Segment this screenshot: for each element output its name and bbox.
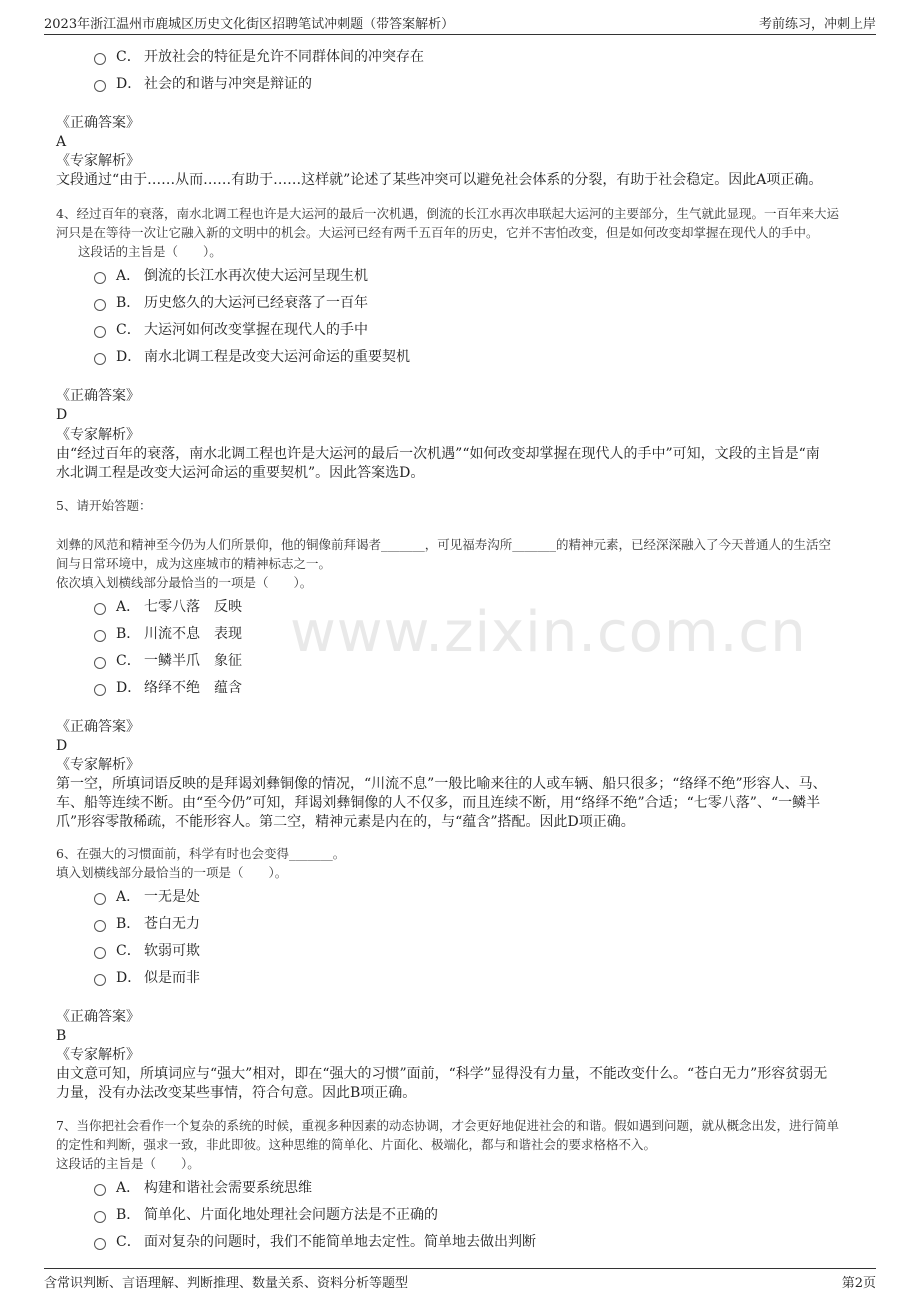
q6-analysis-line2: 力量，没有办法改变某些事情，符合句意。因此B项正确。 xyxy=(56,1085,417,1101)
q5-analysis-line1: 第一空，所填词语反映的是拜谒刘彝铜像的情况，“川流不息”一般比喻来往的人或车辆、船只很多；“络绎不绝”形容人、马、 xyxy=(56,776,827,792)
q3-analysis: 文段通过“由于……从而……有助于……这样就”论述了某些冲突可以避免社会体系的分裂，有助于社会稳定。因此A项正确。 xyxy=(56,172,823,188)
q5-option-b[interactable]: B． 川流不息 表现 xyxy=(94,623,242,643)
q6-stem-line2: 填入划横线部分最恰当的一项是（ ）。 xyxy=(56,865,288,880)
radio-icon[interactable] xyxy=(94,947,106,959)
q3-answer-label: 《正确答案》 xyxy=(56,115,140,131)
header-title: 2023年浙江温州市鹿城区历史文化街区招聘笔试冲刺题（带答案解析） xyxy=(44,16,455,32)
radio-icon[interactable] xyxy=(94,603,106,615)
radio-icon[interactable] xyxy=(94,684,106,696)
q7-stem-line3: 这段话的主旨是（ ）。 xyxy=(56,1156,200,1171)
q5-answer-label: 《正确答案》 xyxy=(56,719,140,735)
radio-icon[interactable] xyxy=(94,299,106,311)
q7-option-c[interactable]: C． 面对复杂的问题时，我们不能简单地去定性。简单地去做出判断 xyxy=(94,1231,536,1251)
q4-stem-line1: 4、经过百年的衰落，南水北调工程也许是大运河的最后一次机遇，倒流的长江水再次串联起大运河的主要部分，生气就此显现。一百年来大运 xyxy=(56,206,839,221)
footer-note: 含常识判断、言语理解、判断推理、数量关系、资料分析等题型 xyxy=(44,1275,409,1291)
q7-option-a[interactable]: A． 构建和谐社会需要系统思维 xyxy=(94,1177,312,1197)
q5-stem-line2: 间与日常环境中，成为这座城市的精神标志之一。 xyxy=(56,556,332,571)
q6-answer-label: 《正确答案》 xyxy=(56,1009,140,1025)
q6-answer: B xyxy=(56,1028,67,1044)
radio-icon[interactable] xyxy=(94,920,106,932)
radio-icon[interactable] xyxy=(94,1184,106,1196)
q4-answer-label: 《正确答案》 xyxy=(56,388,140,404)
radio-icon[interactable] xyxy=(94,1238,106,1250)
q3-option-c[interactable]: C． 开放社会的特征是允许不同群体间的冲突存在 xyxy=(94,46,424,66)
q5-option-a[interactable]: A． 七零八落 反映 xyxy=(94,596,242,616)
q3-answer: A xyxy=(56,134,67,150)
q6-option-c[interactable]: C． 软弱可欺 xyxy=(94,940,200,960)
q4-option-c[interactable]: C． 大运河如何改变掌握在现代人的手中 xyxy=(94,319,368,339)
radio-icon[interactable] xyxy=(94,893,106,905)
q6-option-b[interactable]: B． 苍白无力 xyxy=(94,913,200,933)
q4-stem-line3: 这段话的主旨是（ ）。 xyxy=(78,244,222,259)
q5-analysis-label: 《专家解析》 xyxy=(56,757,140,773)
q4-option-d[interactable]: D． 南水北调工程是改变大运河命运的重要契机 xyxy=(94,346,410,366)
radio-icon[interactable] xyxy=(94,630,106,642)
q6-stem-line1: 6、在强大的习惯面前，科学有时也会变得_______。 xyxy=(56,846,346,861)
q6-analysis-line1: 由文意可知，所填词应与“强大”相对，即在“强大的习惯”面前，“科学”显得没有力量，不能改变什么。“苍白无力”形容贫弱无 xyxy=(56,1066,828,1082)
q5-intro: 5、请开始答题： xyxy=(56,498,152,513)
q4-option-b[interactable]: B． 历史悠久的大运河已经衰落了一百年 xyxy=(94,292,368,312)
q4-analysis-line1: 由“经过百年的衰落，南水北调工程也许是大运河的最后一次机遇”“如何改变却掌握在现代人的手中”可知，文段的主旨是“南 xyxy=(56,446,820,462)
radio-icon[interactable] xyxy=(94,272,106,284)
q4-analysis-line2: 水北调工程是改变大运河命运的重要契机”。因此答案选D。 xyxy=(56,465,425,481)
q7-option-b[interactable]: B． 简单化、片面化地处理社会问题方法是不正确的 xyxy=(94,1204,438,1224)
q7-stem-line1: 7、当你把社会看作一个复杂的系统的时候，重视多种因素的动态协调，才会更好地促进社会的和谐。假如遇到问题，就从概念出发，进行简单 xyxy=(56,1118,839,1133)
radio-icon[interactable] xyxy=(94,1211,106,1223)
q3-option-d[interactable]: D． 社会的和谐与冲突是辩证的 xyxy=(94,73,312,93)
q5-option-d[interactable]: D． 络绎不绝 蕴含 xyxy=(94,677,242,697)
header-slogan: 考前练习，冲刺上岸 xyxy=(758,16,876,32)
q6-option-a[interactable]: A． 一无是处 xyxy=(94,886,200,906)
radio-icon[interactable] xyxy=(94,974,106,986)
q5-analysis-line2: 车、船等连续不断。由“至今仍”可知，拜谒刘彝铜像的人不仅多，而且连续不断，用“络绎不绝”合适；“七零八落”、“一鳞半 xyxy=(56,795,821,811)
q3-analysis-label: 《专家解析》 xyxy=(56,153,140,169)
radio-icon[interactable] xyxy=(94,53,106,65)
q4-analysis-label: 《专家解析》 xyxy=(56,427,140,443)
watermark: www.zixin.com.cn xyxy=(290,600,807,665)
radio-icon[interactable] xyxy=(94,657,106,669)
q4-option-a[interactable]: A． 倒流的长江水再次使大运河呈现生机 xyxy=(94,265,368,285)
q5-analysis-line3: 爪”形容零散稀疏，不能形容人。第二空，精神元素是内在的，与“蕴含”搭配。因此D项正确。 xyxy=(56,814,635,830)
q4-stem-line2: 河只是在等待一次让它融入新的文明中的机会。大运河已经有两千五百年的历史，它并不害怕改变，但是如何改变却掌握在现代人的手中。 xyxy=(56,225,819,240)
page-header xyxy=(44,10,876,35)
q6-analysis-label: 《专家解析》 xyxy=(56,1047,140,1063)
q6-option-d[interactable]: D． 似是而非 xyxy=(94,967,200,987)
radio-icon[interactable] xyxy=(94,353,106,365)
radio-icon[interactable] xyxy=(94,80,106,92)
q5-stem-line3: 依次填入划横线部分最恰当的一项是（ ）。 xyxy=(56,575,313,590)
page-footer xyxy=(44,1268,876,1293)
q4-answer: D xyxy=(56,407,68,423)
radio-icon[interactable] xyxy=(94,326,106,338)
page-number: 第2页 xyxy=(841,1275,876,1291)
q5-stem-line1: 刘彝的风范和精神至今仍为人们所景仰，他的铜像前拜谒者_______，可见福寿沟所_______的精神元素，已经深深融入了今天普通人的生活空 xyxy=(56,537,832,552)
q7-stem-line2: 的定性和判断，强求一致，非此即彼。这种思维的简单化、片面化、极端化，都与和谐社会的要求格格不入。 xyxy=(56,1137,657,1152)
q5-answer: D xyxy=(56,738,68,754)
q5-option-c[interactable]: C． 一鳞半爪 象征 xyxy=(94,650,242,670)
